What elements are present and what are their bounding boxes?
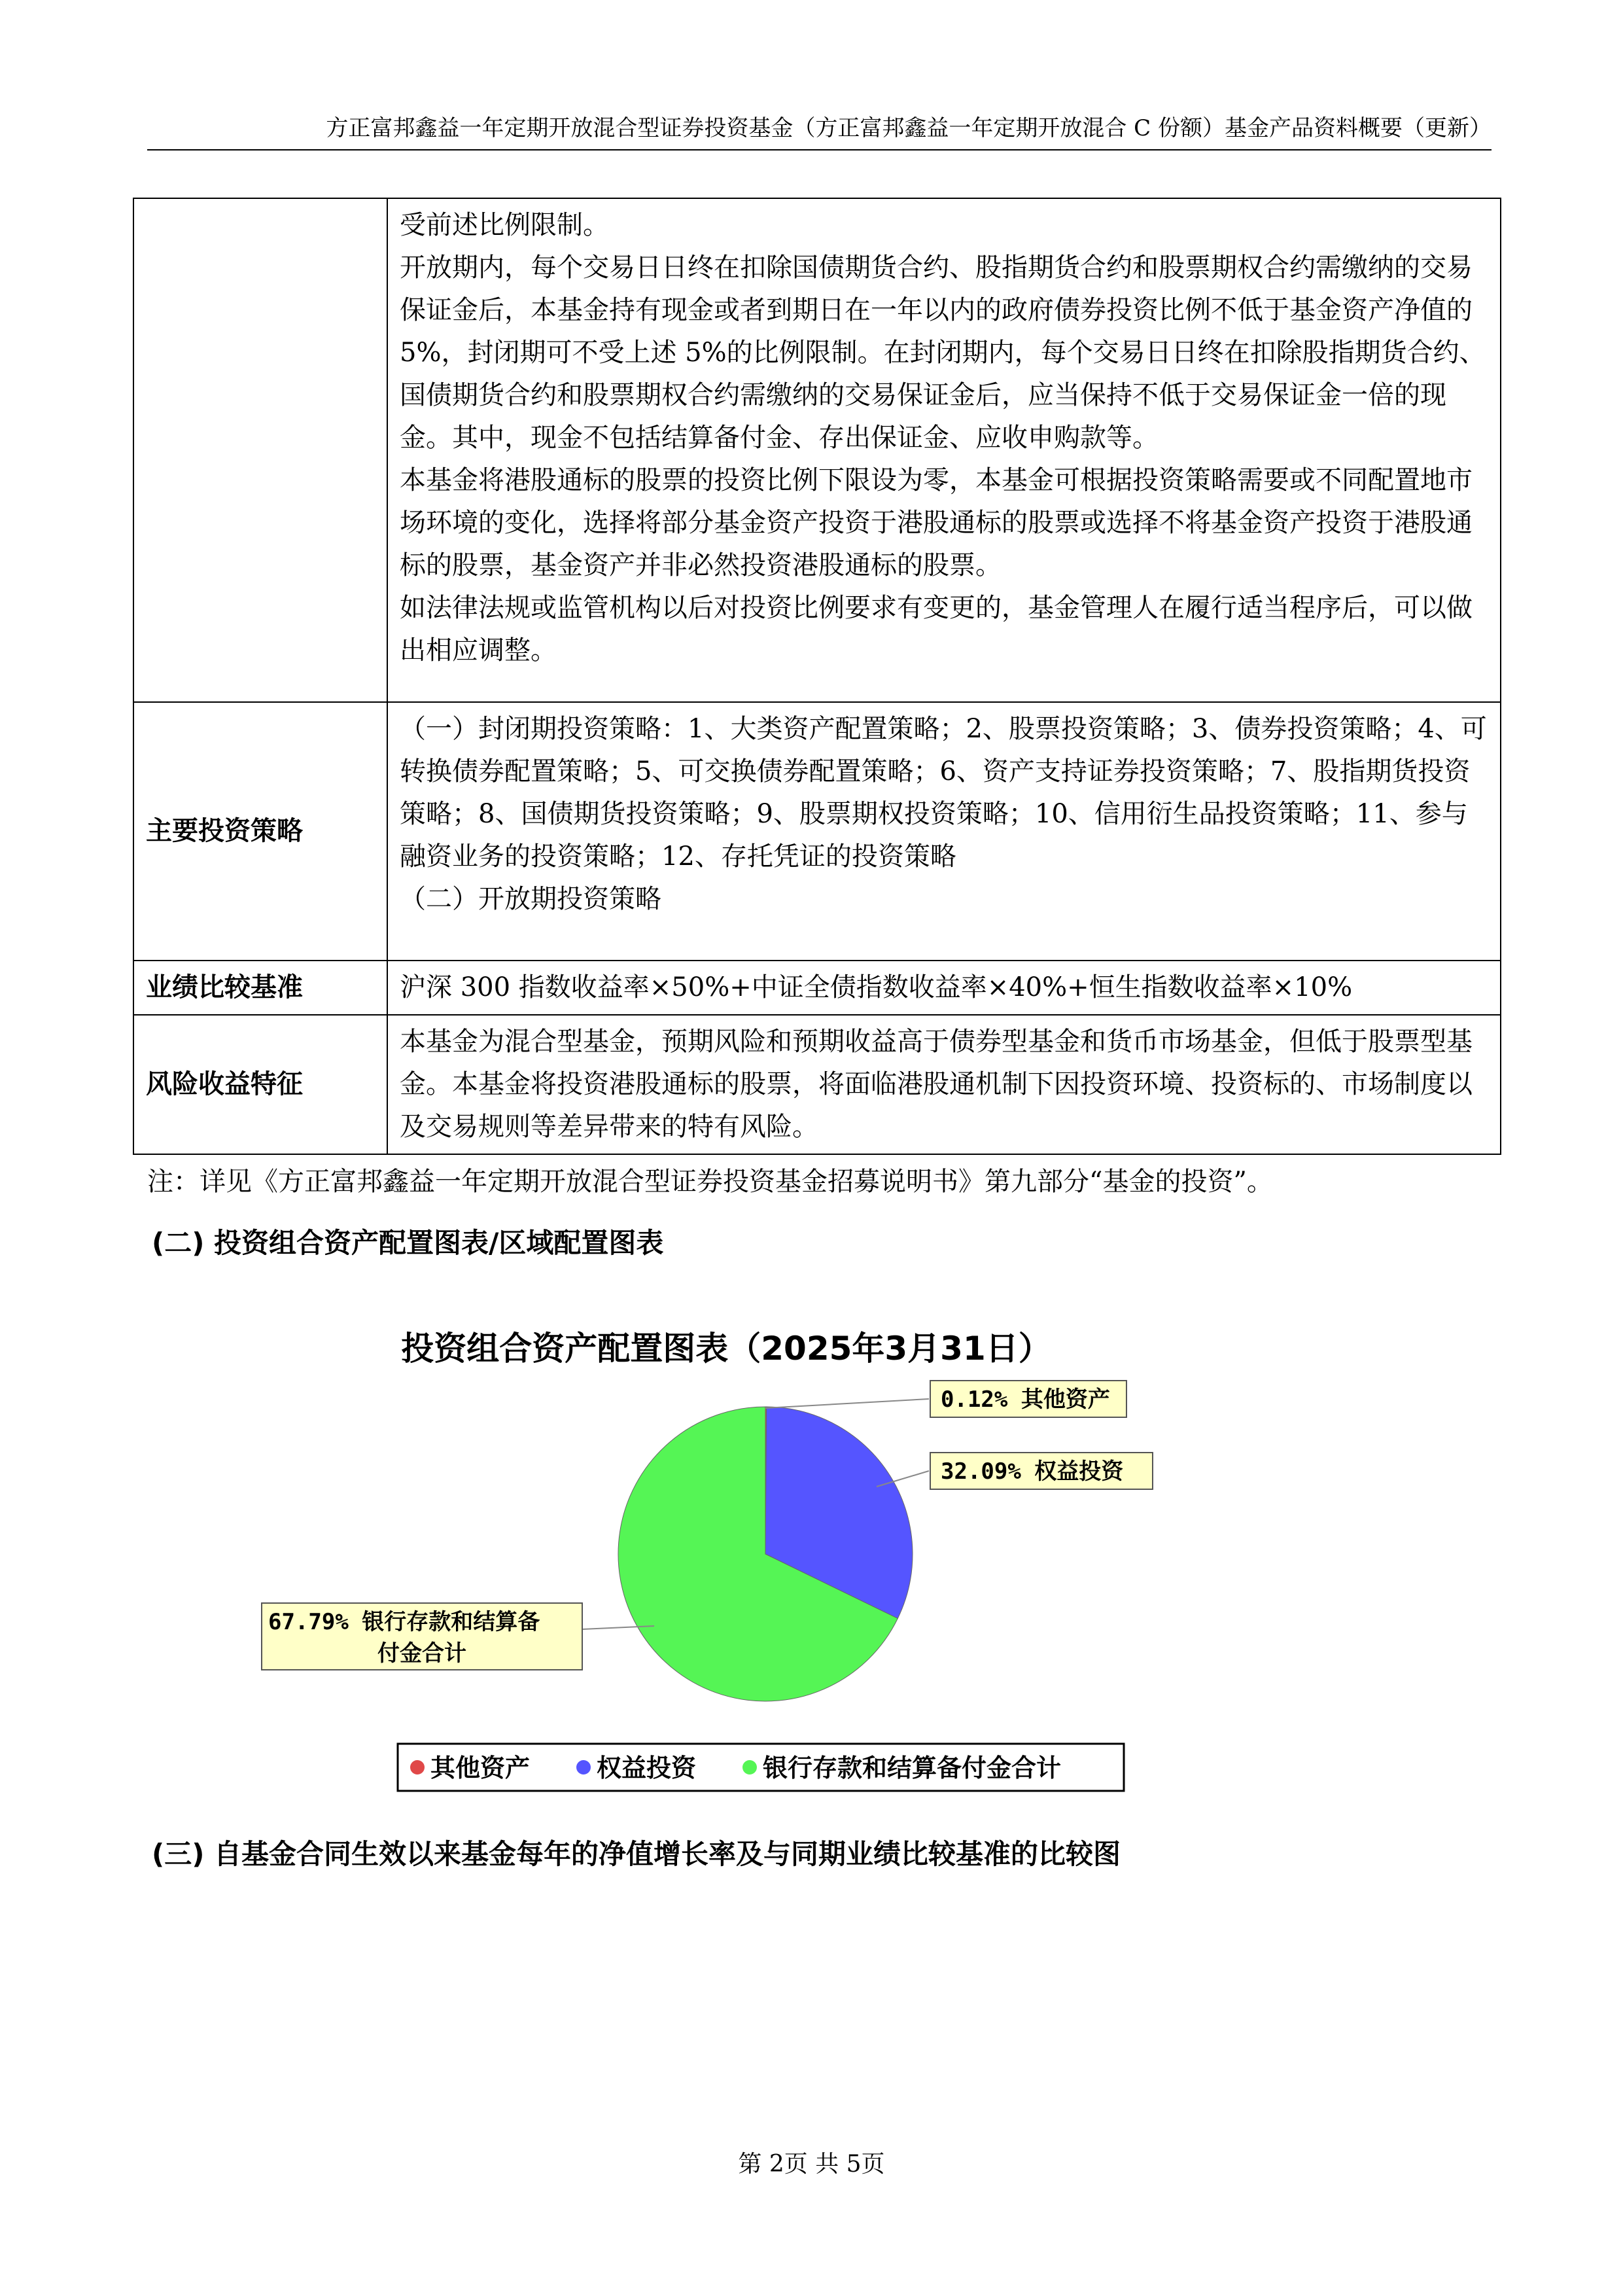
paragraph: （一）封闭期投资策略：1、大类资产配置策略；2、股票投资策略；3、债券投资策略；4、可转换债券配置策略；5、可交换债券配置策略；6、资产支持证券投资策略；7、股指期货投资策略；8、国债期货投资策略；9、股票期权投资策略；10、信用衍生品投资策略；11、参与融资业务的投资策略；12、存托凭证的投资策略 xyxy=(400,714,1487,872)
row-content xyxy=(387,198,1501,702)
callout-equity-text: 32.09% 权益投资 xyxy=(941,1458,1124,1485)
row-content xyxy=(387,961,1501,1015)
pie-chart-svg xyxy=(249,1315,1204,1806)
section-title-performance: (三) 自基金合同生效以来基金每年的净值增长率及与同期业绩比较基准的比较图 xyxy=(152,1838,1121,1870)
row-label-strategy: 主要投资策略 xyxy=(133,702,387,961)
chart-legend xyxy=(398,1744,1124,1791)
legend-dot-equity xyxy=(576,1760,591,1775)
table-row xyxy=(133,1015,1501,1154)
legend-item-cash: 银行存款和结算备付金合计 xyxy=(763,1754,1062,1782)
legend-item-other: 其他资产 xyxy=(430,1754,531,1782)
callout-line-other xyxy=(765,1399,929,1408)
legend-dot-other xyxy=(410,1760,425,1775)
paragraph: 受前述比例限制。 xyxy=(400,210,609,240)
paragraph: （二）开放期投资策略 xyxy=(400,884,661,914)
callout-other-text: 0.12% 其他资产 xyxy=(941,1386,1110,1413)
callout-cash xyxy=(262,1603,582,1670)
section-title-allocation: (二) 投资组合资产配置图表/区域配置图表 xyxy=(152,1227,664,1259)
row-label-benchmark: 业绩比较基准 xyxy=(133,961,387,1015)
legend-item-equity: 权益投资 xyxy=(597,1754,697,1782)
table-row xyxy=(133,961,1501,1015)
table-row xyxy=(133,702,1501,961)
paragraph: 本基金将港股通标的股票的投资比例下限设为零，本基金可根据投资策略需要或不同配置地市场环境的变化，选择将部分基金资产投资于港股通标的股票或选择不将基金资产投资于港股通标的股票，基金资产并非必然投资港股通标的股票。 xyxy=(400,465,1473,580)
paragraph: 开放期内，每个交易日日终在扣除国债期货合约、股指期货合约和股票期权合约需缴纳的交易保证金后，本基金持有现金或者到期日在一年以内的政府债券投资比例不低于基金资产净值的 5%，封闭期可不受上述 5%的比例限制。在封闭期内，每个交易日日终在扣除股指期货合约、国债期货合约和股票期权合约需缴纳的交易保证金后，应当保持不低于交易保证金一倍的现金。其中，现金不包括结算备付金、存出保证金、应收申购款等。 xyxy=(400,253,1486,453)
row-content xyxy=(387,702,1501,961)
allocation-pie-chart xyxy=(249,1315,1204,1806)
document-header: 方正富邦鑫益一年定期开放混合型证券投资基金（方正富邦鑫益一年定期开放混合 C 份额）基金产品资料概要（更新） xyxy=(147,113,1492,150)
pie-slices xyxy=(618,1407,913,1701)
paragraph: 如法律法规或监管机构以后对投资比例要求有变更的，基金管理人在履行适当程序后，可以做出相应调整。 xyxy=(400,593,1473,665)
callout-cash-text-2: 付金合计 xyxy=(377,1640,466,1667)
row-content xyxy=(387,1015,1501,1154)
table-row xyxy=(133,198,1501,702)
investment-info-table xyxy=(133,198,1501,1155)
chart-title: 投资组合资产配置图表（2025年3月31日） xyxy=(401,1330,1051,1368)
row-label-risk: 风险收益特征 xyxy=(133,1015,387,1154)
callout-equity xyxy=(930,1453,1153,1489)
page-footer: 第 2页 共 5页 xyxy=(738,2151,885,2178)
legend-dot-cash xyxy=(742,1760,757,1775)
paragraph: 沪深 300 指数收益率×50%+中证全债指数收益率×40%+恒生指数收益率×10% xyxy=(400,972,1353,1002)
callout-cash-text-1: 67.79% 银行存款和结算备 xyxy=(268,1609,540,1635)
paragraph: 本基金为混合型基金，预期风险和预期收益高于债券型基金和货币市场基金，但低于股票型基金。本基金将投资港股通标的股票，将面临港股通机制下因投资环境、投资标的、市场制度以及交易规则等差异带来的特有风险。 xyxy=(400,1027,1473,1142)
callout-other xyxy=(930,1381,1126,1417)
row-label xyxy=(133,198,387,702)
footnote: 注：详见《方正富邦鑫益一年定期开放混合型证券投资基金招募说明书》第九部分“基金的投资”。 xyxy=(147,1167,1273,1197)
